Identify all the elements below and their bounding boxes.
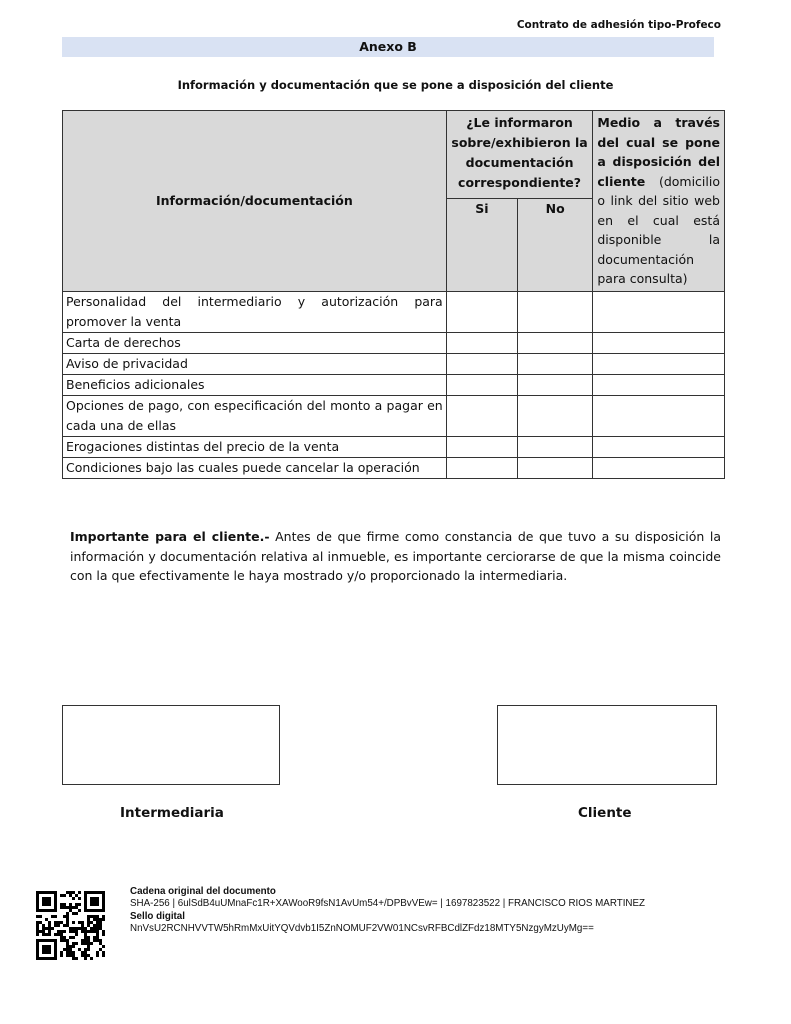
cell-no[interactable]	[518, 457, 593, 478]
intermediaria-signature-box[interactable]	[62, 705, 280, 785]
qr-code-icon	[36, 891, 105, 960]
table-row	[63, 332, 725, 353]
cell-si[interactable]	[446, 395, 517, 436]
cell-no[interactable]	[518, 353, 593, 374]
cliente-signature-box[interactable]	[497, 705, 717, 785]
cadena-value: SHA-256 | 6ulSdB4uUMnaFc1R+XAWooR9fsN1AvUm54+/DPBvVEw= | 1697823522 | FRANCISCO RIOS MARTINEZ	[130, 897, 646, 909]
row-label: Personalidad del intermediario y autorización para promover la venta	[63, 291, 447, 332]
medio-header-bold: Medio a través del cual se pone a disposición del cliente	[597, 115, 720, 189]
cell-no[interactable]	[518, 332, 593, 353]
cell-medio[interactable]	[593, 291, 725, 332]
row-label: Opciones de pago, con especificación del monto a pagar en cada una de ellas	[63, 395, 447, 436]
table-row	[63, 395, 725, 436]
column-header-si: Si	[446, 198, 517, 291]
cell-medio[interactable]	[593, 353, 725, 374]
sello-label: Sello digital	[130, 911, 185, 922]
medio-header-note: (domicilio o link del sitio web en el cual está disponible la documentación para consulta)	[597, 173, 720, 286]
sello-value: NnVsU2RCNHVVTW5hRmMxUitYQVdvb1I5ZnNOMUF2VW01NCsvRFBCdlZFdz18MTY5NzgyMzUyMg==	[130, 922, 594, 934]
important-notice	[70, 527, 721, 586]
row-label: Aviso de privacidad	[63, 353, 447, 374]
cell-medio[interactable]	[593, 436, 725, 457]
cell-no[interactable]	[518, 291, 593, 332]
cell-si[interactable]	[446, 332, 517, 353]
row-label: Erogaciones distintas del precio de la venta	[63, 436, 447, 457]
document-header-title: Contrato de adhesión tipo-Profeco	[516, 19, 721, 31]
table-row	[63, 353, 725, 374]
cell-si[interactable]	[446, 291, 517, 332]
row-label: Carta de derechos	[63, 332, 447, 353]
important-label: Importante para el cliente.-	[70, 529, 270, 544]
cell-si[interactable]	[446, 457, 517, 478]
table-row	[63, 291, 725, 332]
table-row	[63, 436, 725, 457]
cadena-label: Cadena original del documento	[130, 886, 276, 897]
cell-no[interactable]	[518, 395, 593, 436]
document-signature-block	[130, 886, 645, 934]
cell-no[interactable]	[518, 374, 593, 395]
column-header-question: ¿Le informaron sobre/exhibieron la documentación correspondiente?	[446, 111, 593, 199]
row-label: Beneficios adicionales	[63, 374, 447, 395]
column-header-documentation: Información/documentación	[63, 111, 447, 292]
cell-no[interactable]	[518, 436, 593, 457]
column-header-no: No	[518, 198, 593, 291]
table-row	[63, 457, 725, 478]
intermediaria-label: Intermediaria	[120, 805, 224, 821]
section-subtitle: Información y documentación que se pone a disposición del cliente	[177, 78, 614, 92]
important-text: Antes de que firme como constancia de que tuvo a su disposición la información y documentación relativa al inmueble, es importante cerciorarse de que la misma coincide con la que efectivamente le haya mostrado y/o proporcionado la intermediaria.	[70, 529, 722, 583]
cell-si[interactable]	[446, 436, 517, 457]
table-row	[63, 374, 725, 395]
cell-medio[interactable]	[593, 374, 725, 395]
anexo-title-bar	[62, 37, 714, 57]
cell-medio[interactable]	[593, 457, 725, 478]
anexo-title: Anexo B	[359, 39, 417, 54]
cell-si[interactable]	[446, 374, 517, 395]
row-label: Condiciones bajo las cuales puede cancelar la operación	[63, 457, 447, 478]
cliente-label: Cliente	[578, 805, 632, 821]
documentation-table	[62, 110, 725, 479]
column-header-medio	[593, 111, 725, 292]
cell-si[interactable]	[446, 353, 517, 374]
cell-medio[interactable]	[593, 395, 725, 436]
cell-medio[interactable]	[593, 332, 725, 353]
